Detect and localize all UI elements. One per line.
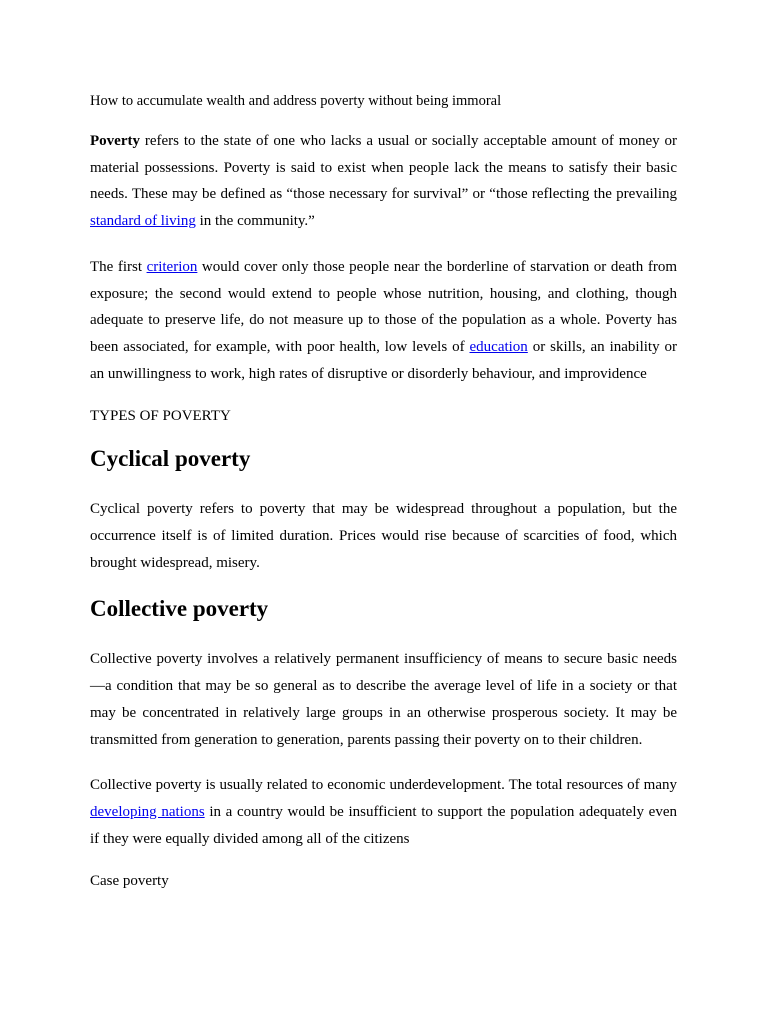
document-page bbox=[90, 92, 677, 891]
cyclical-poverty-heading: Cyclical poverty bbox=[90, 446, 251, 472]
criterion-link[interactable]: criterion bbox=[146, 258, 198, 275]
paragraph-text: Collective poverty is usually related to economic underdevelopment. The total resources of many bbox=[90, 777, 677, 794]
types-of-poverty-label: TYPES OF POVERTY bbox=[90, 408, 231, 425]
paragraph-text: in the community.” bbox=[195, 213, 315, 230]
paragraph-underdevelopment bbox=[90, 772, 677, 852]
developing-nations-link[interactable]: developing nations bbox=[90, 803, 205, 820]
document-title: How to accumulate wealth and address poverty without being immoral bbox=[90, 93, 502, 109]
case-poverty-label: Case poverty bbox=[90, 873, 169, 890]
standard-of-living-link[interactable]: standard of living bbox=[90, 213, 196, 230]
paragraph-text: in a country would be insufficient to support the population adequately even if they were equally divided among all of the citizens bbox=[90, 803, 677, 847]
paragraph-cyclical-poverty: Cyclical poverty refers to poverty that may be widespread throughout a population, but the occurrence itself is of limited duration. Prices would rise because of scarcities of food, which brought widespread, misery. bbox=[90, 501, 677, 571]
paragraph-text: refers to the state of one who lacks a usual or socially acceptable amount of money or material possessions. Poverty is said to exist when people lack the means to satisfy their basic needs. These may be defined as “those necessary for survival” or “those reflecting the prevailing bbox=[90, 133, 677, 203]
paragraph-text: or skills, an inability or an unwillingness to work, high rates of disruptive or disorderly behaviour, and improvidence bbox=[90, 338, 677, 382]
poverty-term: Poverty bbox=[90, 133, 140, 149]
collective-poverty-heading: Collective poverty bbox=[90, 596, 269, 622]
paragraph-text: would cover only those people near the borderline of starvation or death from exposure; the second would extend to people whose nutrition, housing, and clothing, though adequate to preserve life, do not measure up to those of the population as a whole. Poverty has been associated, for example, with poor health, low levels of bbox=[90, 258, 678, 355]
paragraph-collective-poverty: Collective poverty involves a relatively permanent insufficiency of means to secure basic needs—a condition that may be so general as to describe the average level of life in a society or that may be concentrated in relatively large groups in an otherwise prosperous society. It may be transmitted from generation to generation, parents passing their poverty on to their children. bbox=[90, 651, 677, 748]
paragraph-criterion bbox=[90, 254, 677, 388]
education-link[interactable]: education bbox=[469, 338, 528, 355]
paragraph-poverty-definition bbox=[90, 128, 677, 235]
paragraph-text: The first bbox=[90, 258, 147, 275]
